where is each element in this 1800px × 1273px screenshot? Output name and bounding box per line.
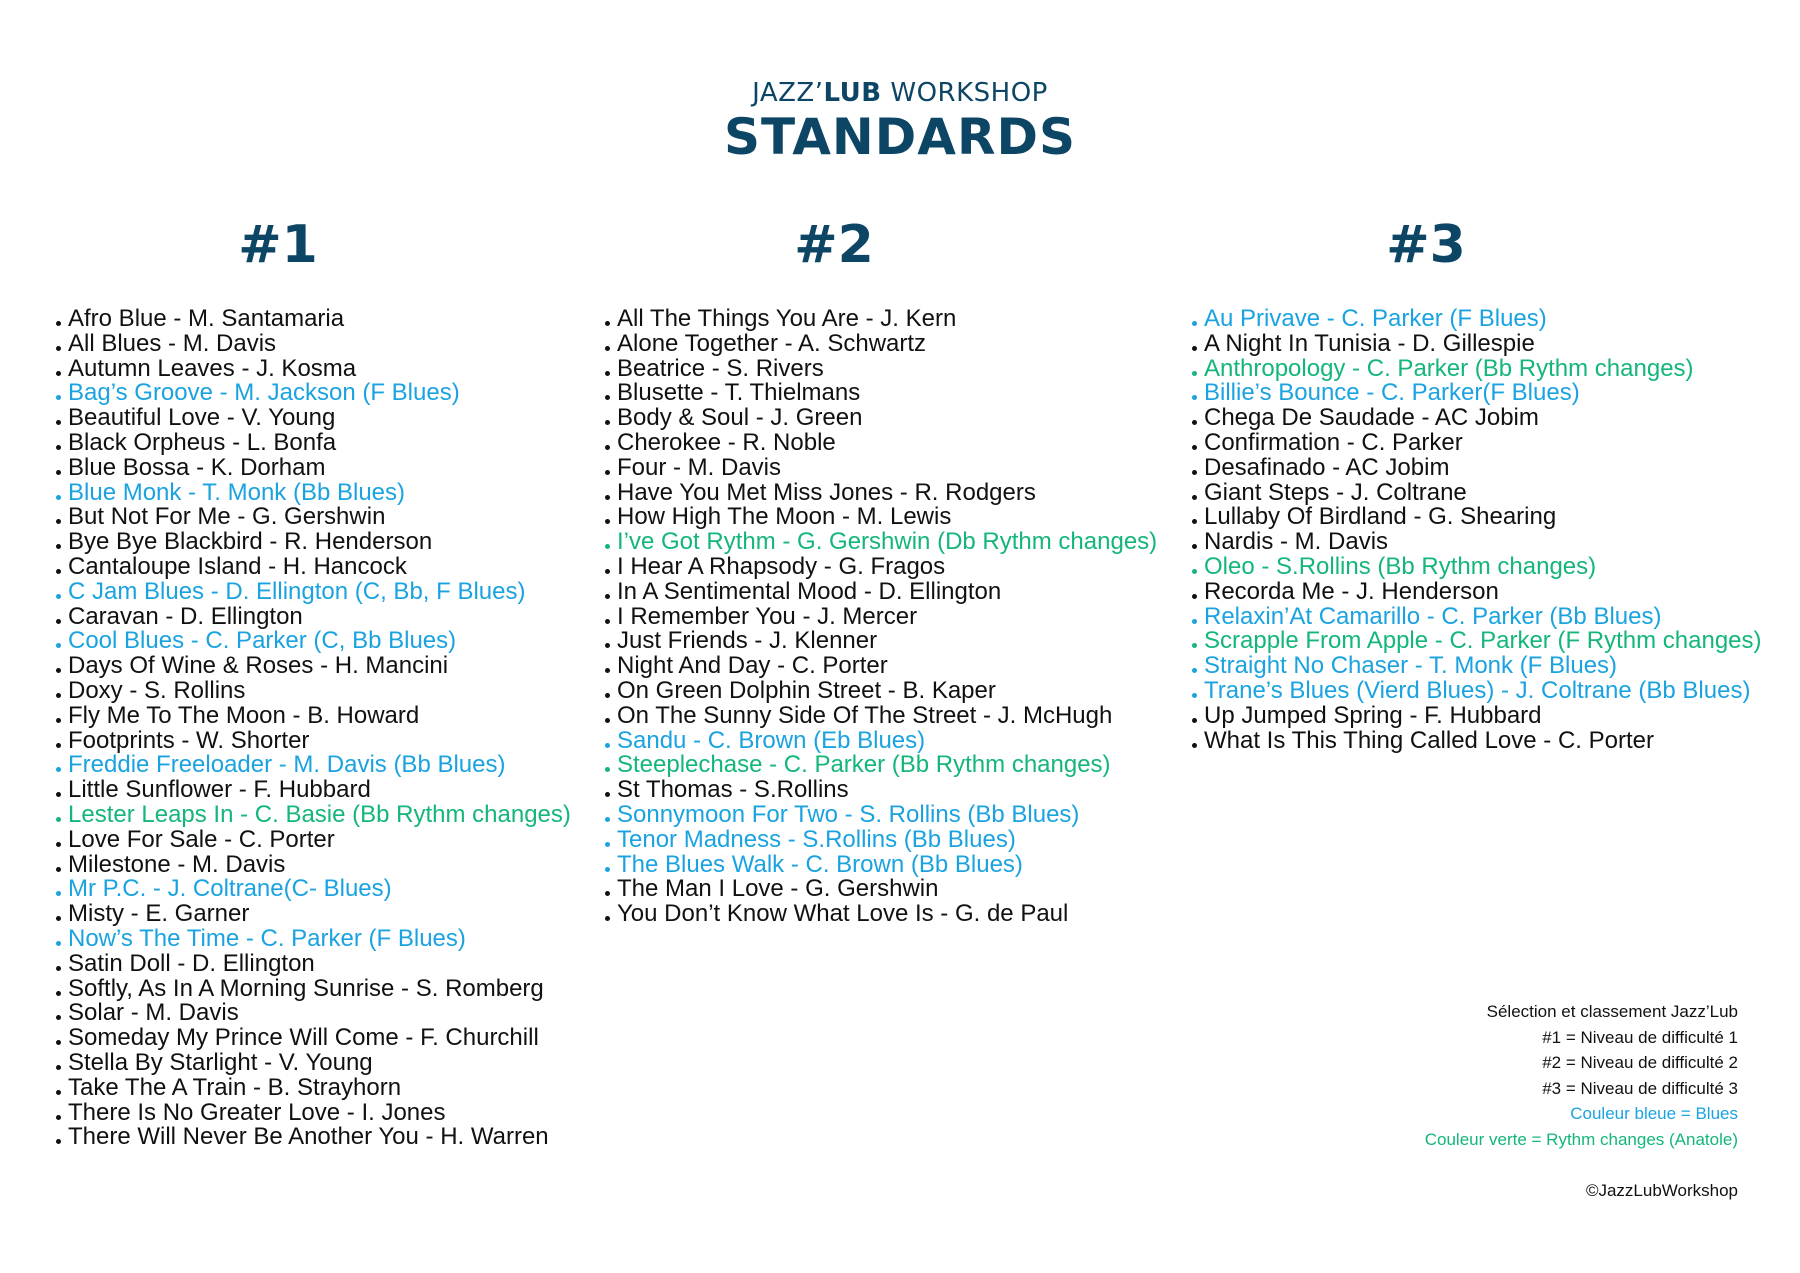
list-item: Blue Monk - T. Monk (Bb Blues) (54, 481, 571, 506)
list-item: Giant Steps - J. Coltrane (1190, 481, 1762, 506)
list-item: Oleo - S.Rollins (Bb Rythm changes) (1190, 555, 1762, 580)
list-item: What Is This Thing Called Love - C. Porter (1190, 729, 1762, 754)
list-item: Love For Sale - C. Porter (54, 828, 571, 853)
list-item: But Not For Me - G. Gershwin (54, 505, 571, 530)
list-item: Au Privave - C. Parker (F Blues) (1190, 307, 1762, 332)
list-item: Alone Together - A. Schwartz (603, 332, 1157, 357)
list-item: All Blues - M. Davis (54, 332, 571, 357)
list-item: Softly, As In A Morning Sunrise - S. Romberg (54, 977, 571, 1002)
column-heading-1: #1 (238, 215, 318, 275)
list-item: In A Sentimental Mood - D. Ellington (603, 580, 1157, 605)
list-item: Billie’s Bounce - C. Parker(F Blues) (1190, 381, 1762, 406)
list-item: Cool Blues - C. Parker (C, Bb Blues) (54, 629, 571, 654)
list-item: Cherokee - R. Noble (603, 431, 1157, 456)
standards-list-level-2 (603, 307, 1157, 927)
list-item: Days Of Wine & Roses - H. Mancini (54, 654, 571, 679)
list-item: Chega De Saudade - AC Jobim (1190, 406, 1762, 431)
list-item: How High The Moon - M. Lewis (603, 505, 1157, 530)
copyright: ©JazzLubWorkshop (1585, 1181, 1738, 1200)
list-item: Caravan - D. Ellington (54, 605, 571, 630)
brand-logo (0, 78, 1800, 108)
list-item: Stella By Starlight - V. Young (54, 1051, 571, 1076)
list-item: Night And Day - C. Porter (603, 654, 1157, 679)
list-item: The Blues Walk - C. Brown (Bb Blues) (603, 853, 1157, 878)
list-item: Fly Me To The Moon - B. Howard (54, 704, 571, 729)
list-item: Nardis - M. Davis (1190, 530, 1762, 555)
list-item: Bag’s Groove - M. Jackson (F Blues) (54, 381, 571, 406)
list-item: Little Sunflower - F. Hubbard (54, 778, 571, 803)
list-item: Lullaby Of Birdland - G. Shearing (1190, 505, 1762, 530)
list-item: Satin Doll - D. Ellington (54, 952, 571, 977)
page-header (0, 78, 1800, 166)
list-item: Beautiful Love - V. Young (54, 406, 571, 431)
list-item: Straight No Chaser - T. Monk (F Blues) (1190, 654, 1762, 679)
list-item: There Will Never Be Another You - H. Warren (54, 1125, 571, 1150)
legend-level-3: #3 = Niveau de difficulté 3 (1542, 1078, 1738, 1098)
list-item: Sandu - C. Brown (Eb Blues) (603, 729, 1157, 754)
list-item: A Night In Tunisia - D. Gillespie (1190, 332, 1762, 357)
list-item: All The Things You Are - J. Kern (603, 307, 1157, 332)
legend-selection: Sélection et classement Jazz’Lub (1486, 1002, 1738, 1021)
list-item: Relaxin’At Camarillo - C. Parker (Bb Blues) (1190, 605, 1762, 630)
list-item: Four - M. Davis (603, 456, 1157, 481)
list-item: Someday My Prince Will Come - F. Churchill (54, 1026, 571, 1051)
list-item: Misty - E. Garner (54, 902, 571, 927)
list-item: You Don’t Know What Love Is - G. de Paul (603, 902, 1157, 927)
list-item: Desafinado - AC Jobim (1190, 456, 1762, 481)
list-item: I’ve Got Rythm - G. Gershwin (Db Rythm changes) (603, 530, 1157, 555)
list-item: Just Friends - J. Klenner (603, 629, 1157, 654)
page-title: STANDARDS (724, 108, 1076, 166)
list-item: Milestone - M. Davis (54, 853, 571, 878)
list-item: Solar - M. Davis (54, 1001, 571, 1026)
brand-part-a: JAZZ’ (752, 78, 824, 108)
list-item: The Man I Love - G. Gershwin (603, 877, 1157, 902)
brand-part-c: WORKSHOP (881, 78, 1048, 108)
list-item: Afro Blue - M. Santamaria (54, 307, 571, 332)
list-item: Confirmation - C. Parker (1190, 431, 1762, 456)
legend-level-2: #2 = Niveau de difficulté 2 (1542, 1053, 1738, 1072)
legend (1425, 999, 1738, 1152)
list-item: Sonnymoon For Two - S. Rollins (Bb Blues) (603, 803, 1157, 828)
list-item: Autumn Leaves - J. Kosma (54, 357, 571, 382)
standards-list-level-3 (1190, 307, 1762, 753)
list-item: Up Jumped Spring - F. Hubbard (1190, 704, 1762, 729)
list-item: Trane’s Blues (Vierd Blues) - J. Coltrane (Bb Blues) (1190, 679, 1762, 704)
list-item: Tenor Madness - S.Rollins (Bb Blues) (603, 828, 1157, 853)
list-item: Cantaloupe Island - H. Hancock (54, 555, 571, 580)
list-item: I Hear A Rhapsody - G. Fragos (603, 555, 1157, 580)
list-item: Now’s The Time - C. Parker (F Blues) (54, 927, 571, 952)
list-item: On The Sunny Side Of The Street - J. McHugh (603, 704, 1157, 729)
list-item: C Jam Blues - D. Ellington (C, Bb, F Blues) (54, 580, 571, 605)
list-item: Body & Soul - J. Green (603, 406, 1157, 431)
list-item: Have You Met Miss Jones - R. Rodgers (603, 481, 1157, 506)
brand-part-b: LUB (823, 78, 882, 108)
list-item: Doxy - S. Rollins (54, 679, 571, 704)
list-item: I Remember You - J. Mercer (603, 605, 1157, 630)
list-item: Freddie Freeloader - M. Davis (Bb Blues) (54, 753, 571, 778)
list-item: St Thomas - S.Rollins (603, 778, 1157, 803)
column-heading-2: #2 (794, 215, 874, 275)
list-item: There Is No Greater Love - I. Jones (54, 1101, 571, 1126)
list-item: Black Orpheus - L. Bonfa (54, 431, 571, 456)
column-heading-3: #3 (1386, 215, 1466, 275)
list-item: Blue Bossa - K. Dorham (54, 456, 571, 481)
list-item: Mr P.C. - J. Coltrane(C- Blues) (54, 877, 571, 902)
legend-level-1: #1 = Niveau de difficulté 1 (1542, 1027, 1738, 1047)
list-item: Bye Bye Blackbird - R. Henderson (54, 530, 571, 555)
list-item: Scrapple From Apple - C. Parker (F Rythm changes) (1190, 629, 1762, 654)
list-item: Take The A Train - B. Strayhorn (54, 1076, 571, 1101)
list-item: Recorda Me - J. Henderson (1190, 580, 1762, 605)
list-item: Blusette - T. Thielmans (603, 381, 1157, 406)
list-item: Anthropology - C. Parker (Bb Rythm changes) (1190, 357, 1762, 382)
list-item: Beatrice - S. Rivers (603, 357, 1157, 382)
legend-green-rythm-changes: Couleur verte = Rythm changes (Anatole) (1424, 1129, 1738, 1149)
list-item: Footprints - W. Shorter (54, 729, 571, 754)
standards-list-level-1 (54, 307, 571, 1150)
list-item: On Green Dolphin Street - B. Kaper (603, 679, 1157, 704)
list-item: Steeplechase - C. Parker (Bb Rythm changes) (603, 753, 1157, 778)
legend-blue-blues: Couleur bleue = Blues (1570, 1104, 1738, 1123)
list-item: Lester Leaps In - C. Basie (Bb Rythm changes) (54, 803, 571, 828)
